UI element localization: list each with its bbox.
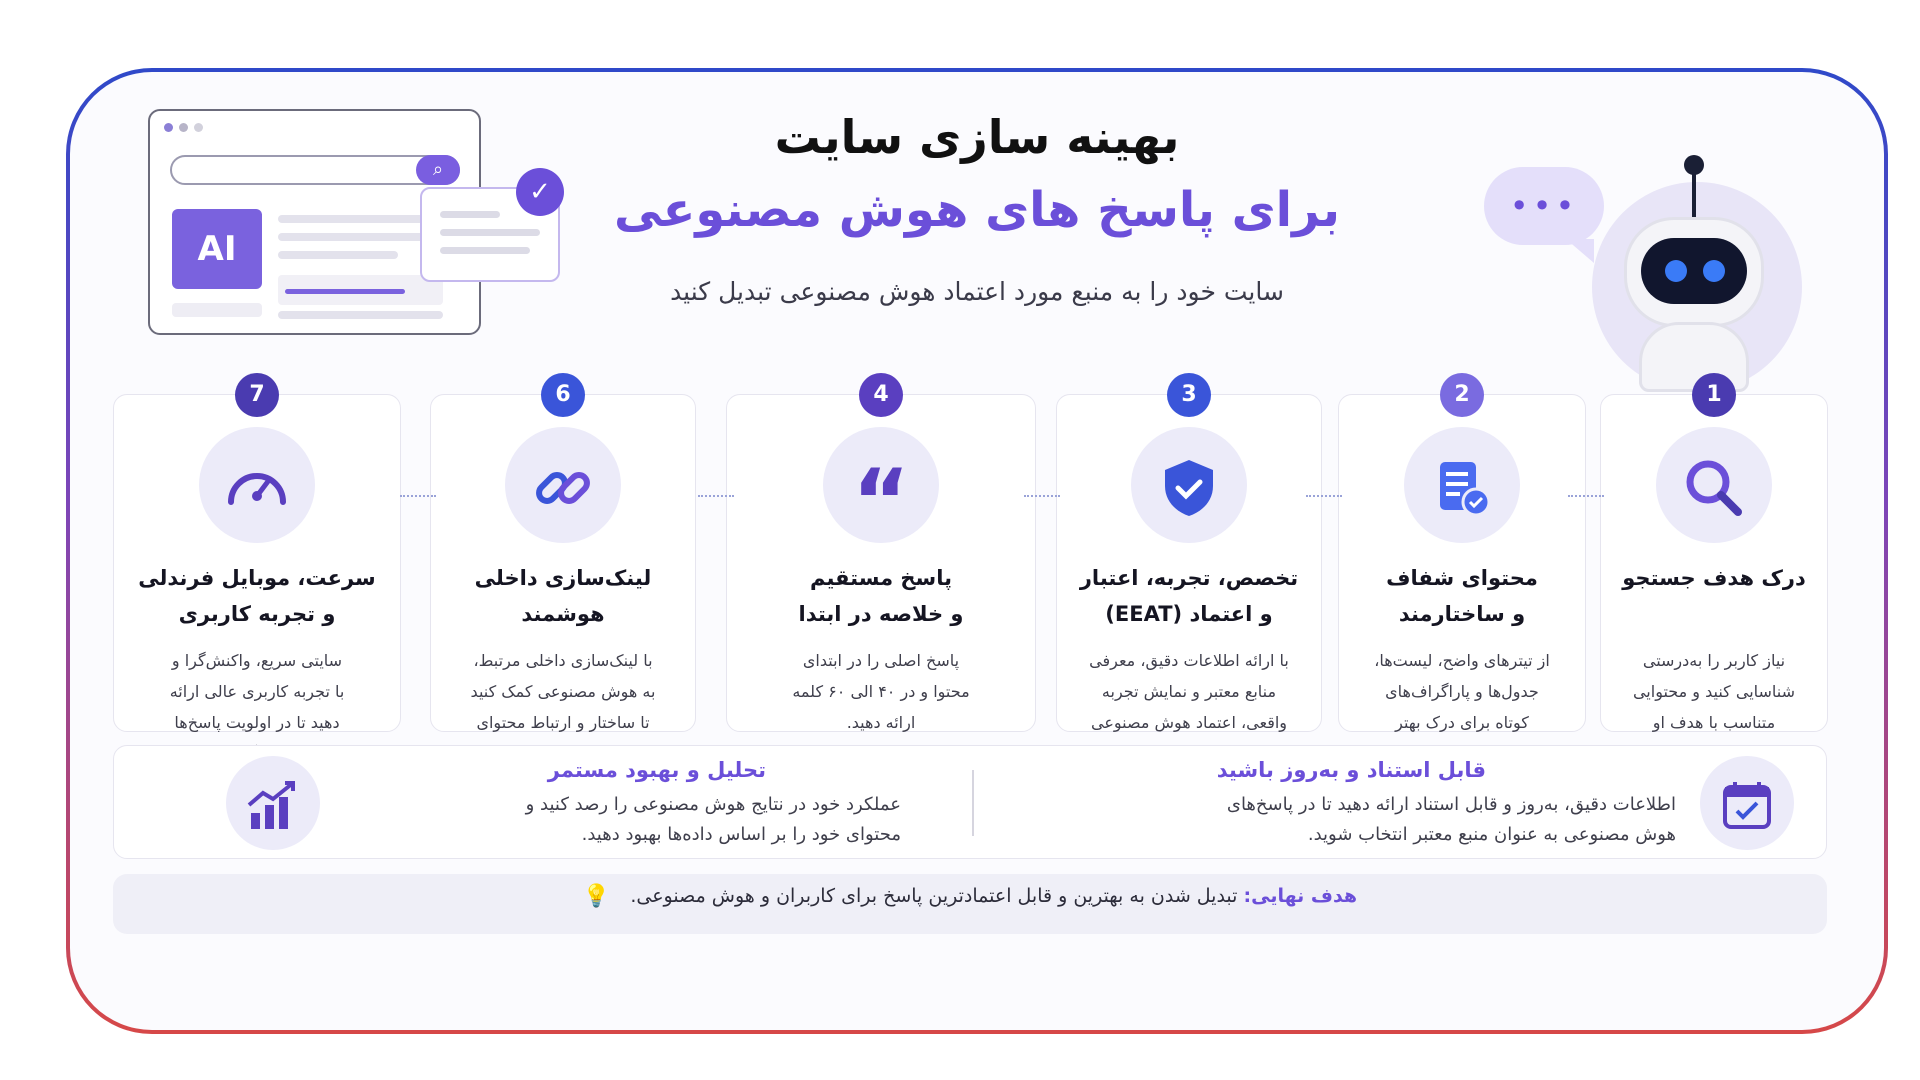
step-title: لینک‌سازی داخلی هوشمند	[474, 566, 652, 626]
tip-title-cite: قابل استناد و به‌روز باشید	[1216, 758, 1486, 782]
step-description: نیاز کاربر را به‌درستی شناسایی کنید و محتوایی متناسب با هدف او	[1632, 651, 1796, 732]
step-card-7	[113, 382, 401, 732]
extra-tips-card	[113, 745, 1827, 859]
step-number-badge: 3	[1167, 373, 1211, 417]
step-card-1	[1600, 382, 1828, 732]
page-title-highlight: برای پاسخ های هوش مصنوعی	[614, 182, 1340, 238]
step-connector	[1568, 495, 1604, 497]
window-dots	[164, 123, 203, 132]
step-title: درک هدف جستجو	[1622, 566, 1806, 590]
step-number-badge: 7	[235, 373, 279, 417]
step-number-badge: 4	[859, 373, 903, 417]
step-title: پاسخ مستقیم و خلاصه در ابتدا	[798, 566, 964, 626]
chat-bubble-icon: •••	[1484, 167, 1604, 245]
tip-title-analyze: تحلیل و بهبود مستمر	[547, 758, 766, 782]
step-card-4	[726, 382, 1036, 732]
check-icon: ✓	[516, 168, 564, 216]
speedometer-icon	[199, 427, 315, 543]
page-subtitle: سایت خود را به منبع مورد اعتماد هوش مصنوعی تبدیل کنید	[670, 277, 1284, 306]
tip-desc-analyze: عملکرد خود در نتایج هوش مصنوعی را رصد کنید و محتوای خود را بر اساس داده‌ها بهبود دهید.	[525, 794, 901, 845]
goal-text: تبدیل شدن به بهترین و قابل اعتمادترین پاسخ برای کاربران و هوش مصنوعی.	[630, 885, 1244, 907]
link-icon	[505, 427, 621, 543]
step-title: سرعت، موبایل فرندلی و تجربه کاربری	[138, 566, 376, 626]
shield-check-icon	[1131, 427, 1247, 543]
calendar-check-icon	[1700, 756, 1794, 850]
lightbulb-icon: 💡	[582, 883, 611, 909]
infographic-canvas	[70, 72, 1884, 1030]
robot-antenna	[1692, 167, 1696, 217]
final-goal-banner	[113, 874, 1827, 934]
divider	[972, 770, 974, 836]
ai-logo: AI	[172, 209, 262, 289]
step-description: با لینک‌سازی داخلی مرتبط، به هوش مصنوعی کمک کنید تا ساختار و ارتباط محتوای	[470, 651, 656, 732]
step-description: از تیترهای واضح، لیست‌ها، جدول‌ها و پاراگراف‌های کوتاه برای درک بهتر	[1374, 651, 1550, 732]
step-card-2	[1338, 382, 1586, 732]
step-description: سایتی سریع، واکنش‌گرا و با تجربه کاربری عالی ارائه دهید تا در اولویت پاسخ‌ها	[169, 651, 345, 732]
quote-icon: “	[823, 427, 939, 543]
tip-desc-cite: اطلاعات دقیق، به‌روز و قابل استناد ارائه دهید تا در پاسخ‌های هوش مصنوعی به عنوان منبع معتبر انتخاب شوید.	[1226, 794, 1676, 845]
step-connector	[698, 495, 734, 497]
step-connector	[1306, 495, 1342, 497]
robot-icon	[1624, 217, 1764, 327]
step-number-badge: 1	[1692, 373, 1736, 417]
search-bar-illustration	[170, 155, 460, 185]
step-title: محتوای شفاف و ساختارمند	[1386, 566, 1538, 626]
step-description: پاسخ اصلی را در ابتدای محتوا و در ۴۰ الی ۶۰ کلمه ارائه دهید.	[792, 651, 970, 732]
page-title: بهینه سازی سایت	[774, 110, 1180, 164]
step-connector	[1024, 495, 1060, 497]
step-description: با ارائه اطلاعات دقیق، معرفی منابع معتبر و نمایش تجربه واقعی، اعتماد هوش مصنوعی	[1089, 651, 1289, 732]
goal-label: هدف نهایی:	[1243, 885, 1358, 907]
step-title: تخصص، تجربه، اعتبار و اعتماد (EEAT)	[1079, 566, 1299, 626]
bar-chart-icon	[226, 756, 320, 850]
step-card-3	[1056, 382, 1322, 732]
search-icon: ⌕	[416, 155, 460, 185]
robot-body	[1639, 322, 1749, 392]
step-number-badge: 2	[1440, 373, 1484, 417]
magnifier-icon	[1656, 427, 1772, 543]
document-check-icon	[1404, 427, 1520, 543]
step-card-6	[430, 382, 696, 732]
step-connector	[400, 495, 436, 497]
outer-frame	[66, 68, 1888, 1034]
step-number-badge: 6	[541, 373, 585, 417]
